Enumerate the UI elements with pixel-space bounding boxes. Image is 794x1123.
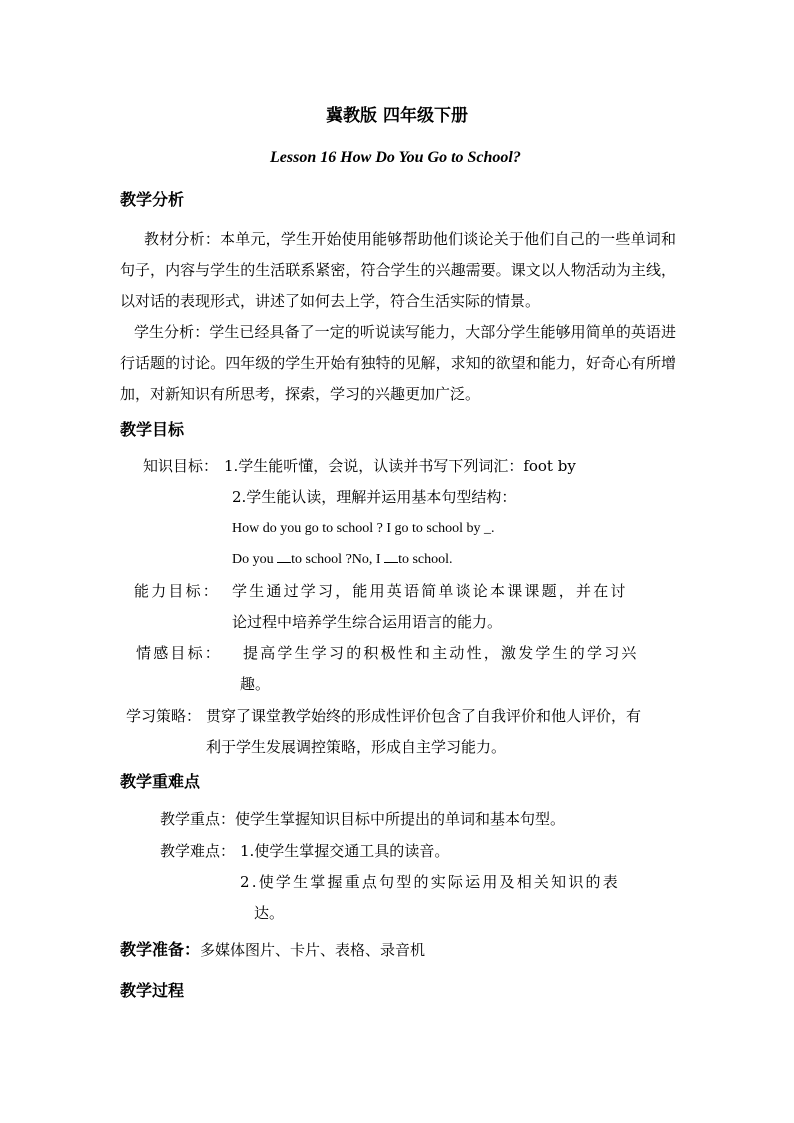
difficult-point-label: 教学难点： bbox=[160, 842, 236, 860]
key-point-line: 教学重点：使学生掌握知识目标中所提出的单词和基本句型。 bbox=[160, 810, 566, 828]
student-analysis-paragraph: 学生分析：学生已经具备了一定的听说读写能力，大部分学生能够用简单的英语进行话题的讨论。四年级的学生开始有独特的见解，求知的欲望和能力，好奇心有所增加，对新知识有所思考，探索，学习的兴趣更加广泛。 bbox=[120, 323, 676, 403]
sentence-pattern-2 bbox=[232, 550, 453, 570]
difficult-point-item-2-cont: 达。 bbox=[254, 904, 285, 922]
emotion-goal-label: 情感目标： bbox=[136, 644, 223, 662]
knowledge-goal-item-2: 2.学生能认读，理解并运用基本句型结构： bbox=[232, 488, 517, 506]
section-heading-process: 教学过程 bbox=[120, 981, 185, 1000]
sentence-pattern-2-part-a: Do you bbox=[232, 552, 278, 567]
sentence-pattern-1: How do you go to school ? I go to school by _. bbox=[232, 521, 495, 536]
preparation-value: 多媒体图片、卡片、表格、录音机 bbox=[200, 941, 426, 959]
blank-line bbox=[277, 550, 291, 563]
ability-goal-line-2: 论过程中培养学生综合运用语言的能力。 bbox=[232, 613, 503, 631]
document-title: 冀教版 四年级下册 bbox=[326, 106, 468, 126]
knowledge-goal-label: 知识目标： bbox=[143, 457, 219, 475]
textbook-analysis-paragraph: 教材分析：本单元，学生开始使用能够帮助他们谈论关于他们自己的一些单词和句子，内容与学生的生活联系紧密，符合学生的兴趣需要。课文以人物活动为主线，以对话的表现形式，讲述了如何去上学，符合生活实际的情景。 bbox=[120, 230, 676, 310]
strategy-line-2: 利于学生发展调控策略，形成自主学习能力。 bbox=[206, 738, 507, 756]
emotion-goal-line-2: 趣。 bbox=[240, 675, 271, 693]
section-heading-analysis: 教学分析 bbox=[120, 190, 185, 209]
blank-line bbox=[384, 550, 398, 563]
difficult-point-item-1: 1.使学生掌握交通工具的读音。 bbox=[240, 842, 450, 860]
emotion-goal-line-1: 提高学生学习的积极性和主动性，激发学生的学习兴 bbox=[243, 644, 639, 662]
section-heading-key-points: 教学重难点 bbox=[120, 772, 201, 791]
ability-goal-line-1: 学生通过学习，能用英语简单谈论本课课题，并在讨 bbox=[232, 582, 628, 600]
strategy-label: 学习策略： bbox=[126, 707, 202, 725]
ability-goal-label: 能力目标： bbox=[134, 582, 221, 600]
strategy-line-1: 贯穿了课堂教学始终的形成性评价包含了自我评价和他人评价，有 bbox=[206, 707, 642, 725]
difficult-point-item-2: 2.使学生掌握重点句型的实际运用及相关知识的表 bbox=[240, 873, 620, 891]
preparation-label: 教学准备： bbox=[120, 940, 201, 959]
sentence-pattern-2-part-b: to school ?No, I bbox=[291, 552, 385, 567]
knowledge-goal-item-1: 1.学生能听懂，会说，认读并书写下列词汇：foot by bbox=[224, 457, 576, 475]
section-heading-goals: 教学目标 bbox=[120, 420, 185, 439]
preparation-line bbox=[120, 940, 425, 960]
lesson-title: Lesson 16 How Do You Go to School? bbox=[270, 149, 521, 166]
sentence-pattern-2-part-c: to school. bbox=[398, 552, 453, 567]
analysis-block bbox=[120, 224, 676, 410]
